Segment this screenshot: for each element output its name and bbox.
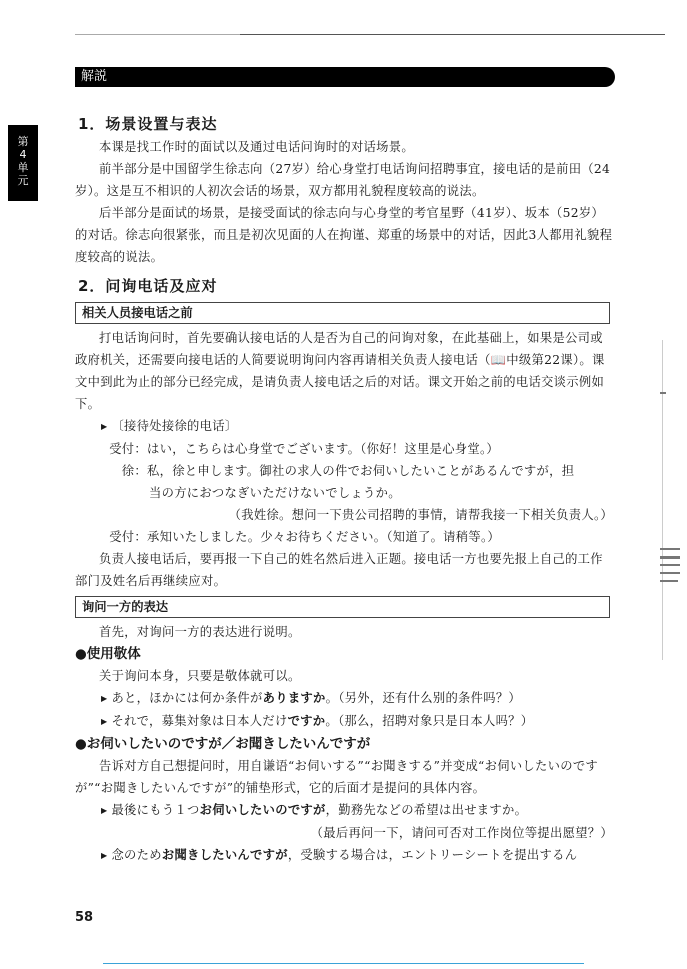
section1-paragraph: 本课是找工作时的面试以及通过电话问询时的对话场景。 [99,140,414,154]
triangle-bullet-icon: ▶ [101,806,108,815]
section-banner [75,67,615,87]
section1-paragraph: 后半部分是面试的场景，是接受面试的徐志向与心身堂的考官星野（41岁）、坂本（52岁）的对话。徐志向很紧张，而且是初次见面的人在拘谨、郑重的场景中的对话，因此3人都用礼貌程度较高的说法。 [75,206,613,264]
example-translation: （最后再问一下，请问可否对工作岗位等提出愿望？） [310,826,613,840]
point1-title: ●使用敬体 [75,646,141,662]
subsection-box-asker: 询问一方的表达 [75,596,610,618]
side-tab-char: 第 [17,135,29,148]
point2-title: ●お伺いしたいのですが／お聞きしたいんですが [75,736,371,752]
example-bold: ありますか [262,691,326,705]
box1-after-paragraph: 负责人接电话后，要再报一下自己的姓名然后进入正题。接电话一方也要先报上自己的工作部门及姓名后再继续应对。 [75,552,603,588]
example-pre: 念のため [111,848,162,862]
scan-edge-marks [660,360,680,660]
unit-side-tab [8,125,38,201]
point2-desc: 告诉对方自己想提问时，用自谦语“お伺いする”“お聞きする”并变成“お伺いしたいのですが”“お聞きしたいんですが”的铺垫形式，它的后面才是提问的具体内容。 [75,759,599,795]
dialogue-text: はい，こちらは心身堂でございます。（你好！这里是心身堂。） [147,442,500,456]
dialogue-line [75,438,615,460]
triangle-bullet-icon: ▶ [101,422,108,431]
dialogue-text: 私，徐と申します。御社の求人の件でお伺いしたいことがあるんですが，担 [147,464,575,478]
example-post: ，受験する場合は，エントリーシートを提出するん [287,848,578,862]
dialogue-text: 承知いたしました。少々お待ちください。（知道了。请稍等。） [147,530,501,544]
dialogue-continuation: 当の方におつなぎいただけないでしょうか。 [149,486,401,500]
example-post: ，勤務先などの希望は出せますか。 [325,803,528,817]
example-item [75,710,615,733]
section1-paragraph: 前半部分是中国留学生徐志向（27岁）给心身堂打电话询问招聘事宜，接电话的是前田（24岁）。这是互不相识的人初次会话的场景，双方都用礼貌程度较高的说法。 [75,162,611,198]
side-tab-char: 4 [19,148,27,161]
example-item [75,844,615,867]
subsection-box-before-answer: 相关人员接电话之前 [75,302,610,324]
example-bold: お伺いしたいのですが [199,803,326,817]
speaker: 受付： [109,442,147,456]
example-label [75,415,615,438]
dialogue-translation: （我姓徐。想问一下贵公司招聘的事情，请帮我接一下相关负责人。） [228,508,613,522]
example-item [75,687,615,710]
triangle-bullet-icon: ▶ [101,851,108,860]
side-tab-char: 单 [17,161,29,174]
dialogue-line [75,526,615,548]
example-post: 。（另外，还有什么别的条件吗？） [325,691,522,705]
footer-rule [103,963,584,964]
point1-desc: 关于询问本身，只要是敬体就可以。 [99,669,301,683]
example-pre: それで，募集対象は日本人だけ [111,714,288,728]
dialogue [75,438,615,548]
box1-paragraph: 打电话询问时，首先要确认接电话的人是否为自己的问询对象，在此基础上，如果是公司或政府机关，还需要向接电话的人简要说明询问内容再请相关负责人接电话（📖中级第22课）。课文中到此为止的部分已经完成，是请负责人接电话之后的对话。课文开始之前的电话交谈示例如下。 [75,331,605,411]
side-tab-char: 元 [17,174,29,187]
page-number: 58 [75,910,94,925]
section2-heading: 2．问询电话及应对 [78,277,218,295]
example-label-text: 〔接待处接徐的电话〕 [111,419,238,433]
speaker: 受付： [109,530,147,544]
box2-intro: 首先，对询问一方的表达进行说明。 [99,625,301,639]
dialogue-line [75,460,615,482]
triangle-bullet-icon: ▶ [101,694,108,703]
speaker: 徐： [121,464,147,478]
section1-heading: 1．场景设置与表达 [78,115,218,133]
example-bold: ですか [287,714,326,728]
example-pre: あと，ほかには何か条件が [111,691,263,705]
example-bold: お聞きしたいんですが [161,848,288,862]
example-post: 。（那么，招聘对象只是日本人吗？） [325,714,534,728]
header-rule [75,34,665,35]
example-pre: 最後にもう１つ [111,803,200,817]
example-item [75,799,615,822]
triangle-bullet-icon: ▶ [101,717,108,726]
banner-title: 解説 [81,69,108,84]
page-content [75,112,615,867]
